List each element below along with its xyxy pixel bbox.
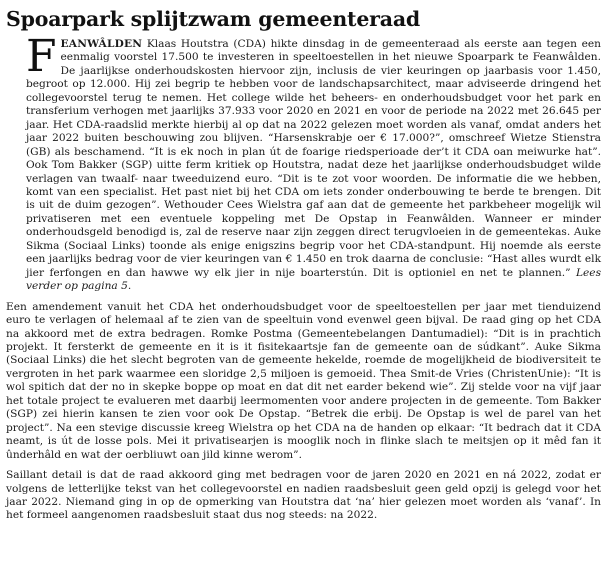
drop-cap: F <box>26 31 57 82</box>
body-paragraph-3 <box>6 469 601 523</box>
body-paragraph-2 <box>6 301 601 462</box>
paragraph-2-text: Een amendement vanuit het CDA het onderhoudsbudget voor de speeltoestellen per jaar met tienduizend euro te verlagen of helemaal af te zien van de speeltuin vond evenwel geen bijval. De raad ging op het CDA na akkoord met de extra bedragen. Romke Postma (Gemeentebelangen Dantumadiel): “Dit is in prachtich projekt. It fersterkt de gemeente en it is it fisitekaartsje fan de gemeente oan de súdkant”. Auke Sikma (Sociaal Links) die het slecht begroten van de gemeente hekelde, roemde de mogelijkheid de biodiversiteit te vergroten in het park waarmee een sloridge 2,5 miljoen is gemoeid. Thea Smit-de Vries (ChristenUnie): “It is wol spitich dat der no in skepke boppe op moat en dat dit net earder bekend wie”. Zij stelde voor na vijf jaar het totale project te evalueren met daarbij leermomenten voor andere projecten in de gemeente. Tom Bakker (SGP) zei hierin kansen te zien voor ook De Opstap. “Betrek die erbij. De Opstap is wel de parel van het project”. Na een stevige discussie kreeg Wielstra op het CDA na de handen op elkaar: “It bedrach dat it CDA neamt, is út de losse pols. Mei it privatisearjen is mooglik noch in flinke slach te meitsjen op it mêd fan it ûnderhâld en wat der oerbliuwt oan jild kinne werom”. <box>6 300 601 461</box>
lead-text: Klaas Houtstra (CDA) hikte dinsdag in de gemeenteraad als eerste aan tegen een eenmalig voorstel 17.500 te investeren in speeltoestellen in het nieuwe Spoarpark te Feanwâlden. De jaarlijkse onderhoudskosten hiervoor zijn, inclusis de vier keuringen op jaarbasis voor 1.450, begroot op 12.000. Hij zei begrip te hebben voor de landschapsarchitect, maar adviseerde dringend het collegevoorstel terug te nemen. Het college wilde het beheers- en onderhoudsbudget voor het park en transferium verhogen met jaarlijks 37.933 voor 2020 en 2021 en voor de periode na 2022 met 26.645 per jaar. Het CDA-raadslid merkte hierbij al op dat na 2022 gelezen moet worden als vanaf, omdat anders het jaar 2022 buiten beschouwing zou blijven. “Harsenskrabje oer € 17.000?”, omschreef Wietze Stienstra (GB) als beschamend. “It is ek noch in plan út de foarige riedsperioade der’t it CDA oan meiwurke hat”. Ook Tom Bakker (SGP) uitte ferm kritiek op Houtstra, nadat deze het jaarlijkse onderhoudsbudget wilde verlagen van twaalf- naar tweeduizend euro. “Dit is te zot voor woorden. De informatie die we hebben, komt van een specialist. Het past niet bij het CDA om iets zonder onderbouwing te berde te brengen. Dit is uit de duim gezogen”. Wethouder Cees Wielstra gaf aan dat de gemeente het parkbeheer mogelijk wil privatiseren met een eventuele koppeling met De Opstap in Feanwâlden. Wanneer er minder onderhoudsgeld benodigd is, zal de reserve naar zijn zeggen direct terugvloeien in de gemeentekas. Auke Sikma (Sociaal Links) toonde als enige enigszins begrip voor het CDA-standpunt. Hij noemde als eerste een jaarlijks bedrag voor de vier keuringen van € 1.450 en trok daarna de conclusie: “Hast alles wurdt elk jier ferfongen en dan hawwe wy elk jier in nije boarterstún. Dit is optioniel en net te plannen.” <box>26 38 601 279</box>
lead-paragraph <box>26 31 602 294</box>
continuation-reference: Lees verder op pagina 5. <box>26 266 602 293</box>
dateline: EANWÂLDEN <box>60 38 143 50</box>
article-headline: Spoarpark splijtzwam gemeenteraad <box>6 7 421 31</box>
paragraph-3-text: Saillant detail is dat de raad akkoord ging met bedragen voor de jaren 2020 en 2021 en ná 2022, zodat er volgens de letterlijke tekst van het collegevoorstel en nadien raadsbesluit geen geld opzij is gelegd voor het jaar 2022. Niemand ging in op de opmerking van Houtstra dat ‘na’ hier gelezen moet worden als ‘vanaf’. In het formeel aangenomen raadsbesluit staat dus nog steeds: na 2022. <box>6 469 601 522</box>
